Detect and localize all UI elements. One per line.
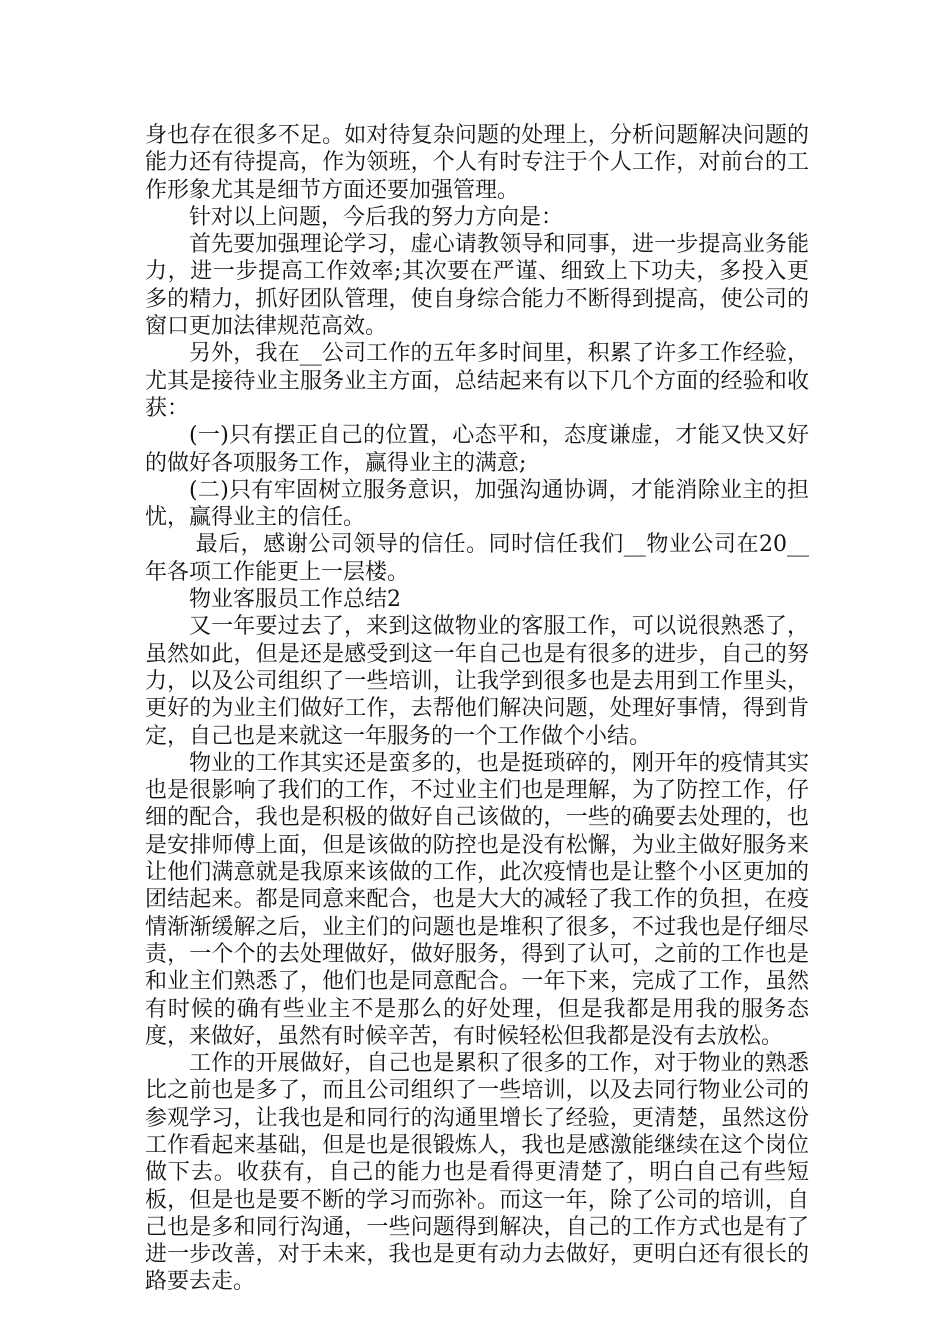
paragraph-experience-intro: 另外，我在__公司工作的五年多时间里，积累了许多工作经验，尤其是接待业主服务业主方面，总结起来有以下几个方面的经验和收获：: [145, 341, 809, 421]
paragraph-improvement-plan: 首先要加强理论学习，虚心请教领导和同事，进一步提高业务能力，进一步提高工作效率;其次要在严谨、细致上下功夫，多投入更多的精力，抓好团队管理，使自身综合能力不断得到提高，使公司的窗口更加法律规范高效。: [145, 232, 809, 340]
paragraph-continuation: 身也存在很多不足。如对待复杂问题的处理上，分析问题解决问题的能力还有待提高，作为领班，个人有时专注于个人工作，对前台的工作形象尤其是细节方面还要加强管理。: [145, 123, 809, 203]
paragraph-direction-intro: 针对以上问题，今后我的努力方向是：: [189, 204, 564, 230]
paragraph-epidemic-work: 物业的工作其实还是蛮多的，也是挺琐碎的，刚开年的疫情其实也是很影响了我们的工作，不过业主们也是理解，为了防控工作，仔细的配合，我也是积极的做好自己该做的，一些的确要去处理的，也是安排师傅上面，但是该做的防控也是没有松懈，为业主做好服务来让他们满意就是我原来该做的工作，此次疫情也是让整个小区更加的团结起来。都是同意来配合，也是大大的减轻了我工作的负担，在疫情渐渐缓解之后，业主们的问题也是堆积了很多，不过我也是仔细尽责，一个个的去处理做好，做好服务，得到了认可，之前的工作也是和业主们熟悉了，他们也是同意配合。一年下来，完成了工作，虽然有时候的确有些业主不是那么的好处理，但是我都是用我的服务态度，来做好，虽然有时候辛苦，有时候轻松但我都是没有去放松。: [145, 750, 809, 1049]
paragraph-experience-item-2: (二)只有牢固树立服务意识，加强沟通协调，才能消除业主的担忧，赢得业主的信任。: [145, 477, 809, 531]
paragraph-gains: 工作的开展做好，自己也是累积了很多的工作，对于物业的熟悉比之前也是多了，而且公司组织了一些培训，以及去同行物业公司的参观学习，让我也是和同行的沟通里增长了经验，更清楚，虽然这份工作看起来基础，但是也是很锻炼人，我也是感激能继续在这个岗位做下去。收获有，自己的能力也是看得更清楚了，明白自己有些短板，但是也是要不断的学习而弥补。而这一年，除了公司的培训，自己也是多和同行沟通，一些问题得到解决，自己的工作方式也是有了进一步改善，对于未来，我也是更有动力去做好，更明白还有很长的路要去走。: [145, 1051, 809, 1295]
paragraph-closing: 最后，感谢公司领导的信任。同时信任我们__物业公司在20__年各项工作能更上一层楼。: [145, 532, 809, 585]
section-heading: 物业客服员工作总结2: [189, 587, 401, 613]
paragraph-summary-intro: 又一年要过去了，来到这做物业的客服工作，可以说很熟悉了，虽然如此，但是还是感受到这一年自己也是有很多的进步，自己的努力，以及公司组织了一些培训，让我学到很多也是去用到工作里头，更好的为业主们做好工作，去帮他们解决问题，处理好事情，得到肯定，自己也是来就这一年服务的一个工作做个小结。: [145, 614, 809, 749]
paragraph-experience-item-1: (一)只有摆正自己的位置，心态平和，态度谦虚，才能又快又好的做好各项服务工作，赢得业主的满意;: [145, 423, 809, 476]
document-page: [145, 122, 809, 1296]
